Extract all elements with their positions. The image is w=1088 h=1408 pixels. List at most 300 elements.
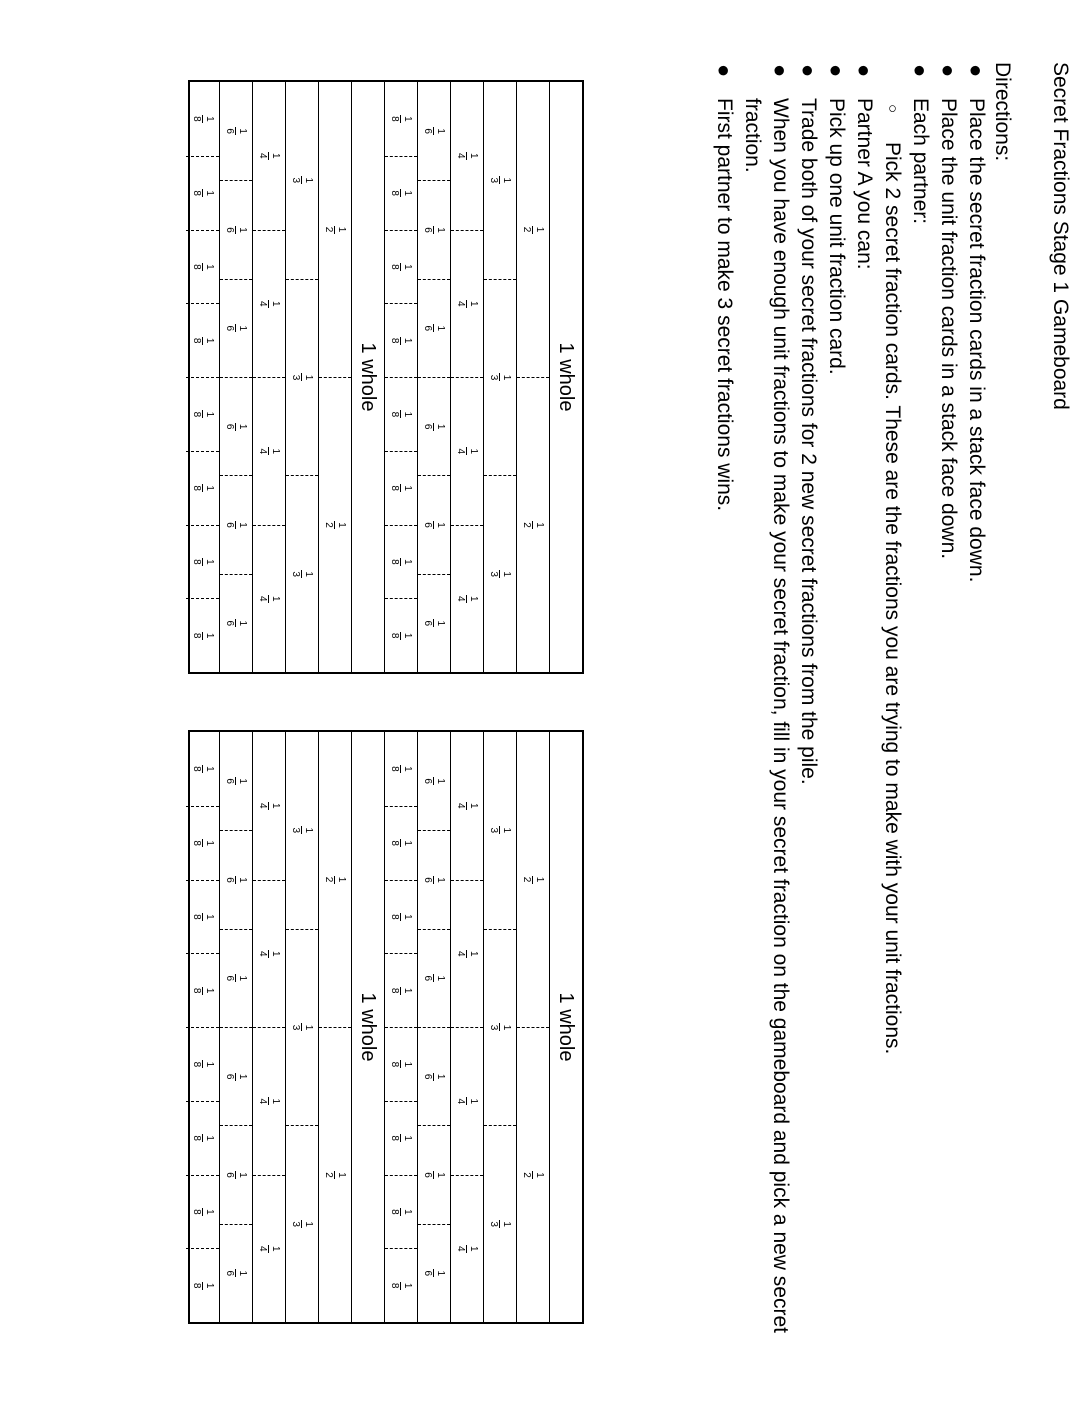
unit-fraction-label [225,1171,248,1179]
fraction-denominator: 6 [422,325,434,332]
fraction-strip-row [483,82,516,672]
unit-fraction-label [291,826,314,834]
fraction-segment [220,1027,252,1125]
unit-fraction-label [489,373,512,381]
unit-fraction-label [390,1282,413,1290]
direction-text: Trade both of your secret fractions for 2 new secret fractions from the pile. [797,98,820,785]
fraction-numerator: 1 [237,877,249,883]
fraction-denominator: 6 [224,1270,236,1277]
fraction-numerator: 1 [270,448,282,455]
unit-fraction-label [489,570,512,578]
fraction-denominator: 6 [422,522,434,528]
unit-fraction-label [191,410,214,418]
fraction-denominator: 8 [191,766,202,772]
unit-fraction-label [191,189,214,197]
whole-segment [550,82,582,672]
unit-fraction-label [456,950,479,958]
fraction-segment [385,156,417,230]
fraction-bar [335,226,336,234]
bullet-icon: ● [712,64,737,78]
bullet-icon: ● [852,64,877,78]
fraction-bar [236,1269,237,1277]
fraction-bar [202,765,203,773]
page-title: Secret Fractions Stage 1 Gameboard [1049,62,1072,410]
unit-fraction-label [390,484,413,492]
unit-fraction-label [191,987,214,995]
fraction-bar [236,127,237,135]
fraction-numerator: 1 [534,226,546,233]
fraction-denominator: 8 [191,914,202,920]
fraction-bar [335,1171,336,1179]
fraction-bar [401,410,402,418]
direction-text: Pick up one unit fraction card. [825,98,848,375]
fraction-strip-row [516,732,549,1322]
fraction-numerator: 1 [435,227,447,233]
fraction-segment [385,806,417,880]
fraction-segment [220,1224,252,1322]
unit-fraction-label [489,826,512,834]
fraction-segment [385,451,417,525]
direction-item [962,62,990,1352]
unit-fraction-label [258,300,281,308]
fraction-numerator: 1 [402,485,414,491]
fraction-numerator: 1 [468,1098,480,1105]
fraction-segment [385,1175,417,1249]
fraction-segment [186,1027,219,1101]
fraction-denominator: 3 [488,827,500,834]
unit-fraction-label [456,1097,479,1105]
gameboard-1 [188,80,584,674]
direction-text: Partner A you can: [853,98,876,270]
fraction-strip-row [384,82,417,672]
fraction-segment [385,377,417,451]
fraction-segment [451,880,483,1028]
bullet-icon: ● [908,64,933,78]
fraction-segment [451,525,483,673]
fraction-numerator: 1 [435,325,447,332]
fraction-segment [385,525,417,599]
unit-fraction-label [522,1171,545,1179]
fraction-numerator: 1 [468,152,480,159]
fraction-denominator: 8 [389,264,401,270]
fraction-numerator: 1 [402,116,414,122]
fraction-numerator: 1 [303,374,315,381]
unit-fraction-label [291,373,314,381]
unit-fraction-label [390,913,413,921]
unit-fraction-label [324,226,347,234]
unit-fraction-label [423,324,446,332]
unit-fraction-label [423,619,446,627]
unit-fraction-label [225,226,248,234]
fraction-bar [401,484,402,492]
fraction-strip-row [186,732,219,1322]
fraction-segment [385,1027,417,1101]
direction-text: When you have enough unit fractions to make your secret fraction, fill in your secret fraction on the gameboard and pick a new secret fraction. [741,98,792,1333]
fraction-bar [434,974,435,982]
fraction-numerator: 1 [237,1073,249,1080]
fraction-bar [269,1097,270,1105]
fraction-numerator: 1 [468,448,480,455]
fraction-denominator: 4 [257,300,269,307]
fraction-denominator: 6 [224,975,236,982]
fraction-segment [253,230,285,378]
fraction-denominator: 3 [290,374,302,381]
unit-fraction-label [456,300,479,308]
fraction-segment [253,82,285,230]
unit-fraction-label [225,521,248,529]
fraction-denominator: 8 [191,1135,202,1141]
fraction-bar [236,324,237,332]
fraction-numerator: 1 [237,522,249,528]
fraction-segment [286,82,318,279]
fraction-numerator: 1 [237,1172,249,1178]
fraction-numerator: 1 [270,300,282,307]
fraction-denominator: 8 [389,337,401,344]
fraction-numerator: 1 [435,778,447,784]
direction-text: Place the secret fraction cards in a stack face down. [965,98,988,583]
fraction-segment [451,377,483,525]
fraction-bar [202,115,203,123]
fraction-segment [418,830,450,928]
unit-fraction-label [191,558,214,566]
fraction-segment [186,1175,219,1249]
fraction-numerator: 1 [204,1282,215,1289]
fraction-segment [220,1125,252,1223]
fraction-bar [434,423,435,431]
fraction-numerator: 1 [402,559,414,565]
fraction-bar [202,263,203,271]
fraction-denominator: 4 [257,802,269,809]
fraction-denominator: 4 [257,595,269,602]
fraction-denominator: 3 [488,1024,500,1031]
fraction-bar [401,337,402,345]
fraction-numerator: 1 [237,325,249,332]
fraction-denominator: 4 [455,950,467,957]
unit-fraction-label [191,1208,214,1216]
fraction-denominator: 2 [323,522,335,528]
fraction-strip-row [285,732,318,1322]
unit-fraction-label [423,423,446,431]
fraction-bar [401,1060,402,1068]
fraction-denominator: 6 [422,1172,434,1178]
fraction-segment [385,880,417,954]
fraction-segment [286,732,318,929]
fraction-segment [253,377,285,525]
fraction-segment [253,1027,285,1175]
fraction-segment [186,880,219,954]
fraction-segment [418,82,450,180]
fraction-bar [269,152,270,160]
fraction-bar [236,974,237,982]
fraction-denominator: 6 [422,227,434,233]
unit-fraction-label [191,263,214,271]
fraction-bar [533,226,534,234]
whole-label: 1 whole [555,342,578,412]
circle-bullet-icon: ○ [884,104,901,114]
fraction-denominator: 3 [488,177,500,184]
fraction-segment [418,1125,450,1223]
fraction-denominator: 6 [224,877,236,883]
fraction-numerator: 1 [204,987,215,994]
unit-fraction-label [258,152,281,160]
fraction-segment [451,1175,483,1323]
fraction-denominator: 8 [191,1209,202,1215]
fraction-segment [517,1027,549,1322]
fraction-segment [186,230,219,304]
direction-item [822,62,850,1352]
fraction-segment [319,377,351,672]
fraction-numerator: 1 [402,190,414,196]
fraction-bar [269,950,270,958]
fraction-bar [401,189,402,197]
fraction-segment [418,732,450,830]
directions-heading: Directions: [991,62,1014,162]
fraction-bar [500,176,501,184]
fraction-segment [385,303,417,377]
fraction-segment [451,82,483,230]
fraction-segment [220,82,252,180]
fraction-denominator: 8 [191,337,202,344]
fraction-denominator: 6 [224,325,236,332]
fraction-bar [467,1097,468,1105]
fraction-strip-row [219,82,252,672]
fraction-bar [434,1073,435,1081]
fraction-strip-row [516,82,549,672]
fraction-denominator: 4 [257,950,269,957]
fraction-bar [236,777,237,785]
unit-fraction-label [225,1073,248,1081]
fraction-denominator: 4 [455,1245,467,1252]
whole-segment [550,732,582,1322]
unit-fraction-label [225,423,248,431]
fraction-segment [220,732,252,830]
fraction-numerator: 1 [237,620,249,627]
fraction-numerator: 1 [435,128,447,134]
fraction-bar [236,876,237,884]
fraction-bar [500,373,501,381]
fraction-numerator: 1 [402,264,414,270]
unit-fraction-label [423,521,446,529]
fraction-numerator: 1 [402,1135,414,1141]
fraction-denominator: 8 [191,1061,202,1068]
fraction-numerator: 1 [237,1270,249,1277]
fraction-bar [500,1023,501,1031]
fraction-bar [269,447,270,455]
fraction-segment [418,929,450,1027]
fraction-bar [533,876,534,884]
unit-fraction-label [456,152,479,160]
fraction-segment [385,1101,417,1175]
direction-text: First partner to make 3 secret fractions wins. [713,98,736,512]
unit-fraction-label [522,226,545,234]
unit-fraction-label [191,484,214,492]
fraction-denominator: 3 [290,571,302,577]
fraction-numerator: 1 [534,876,546,883]
fraction-segment [220,279,252,377]
fraction-numerator: 1 [270,950,282,957]
unit-fraction-label [324,521,347,529]
fraction-numerator: 1 [204,264,215,270]
fraction-bar [500,570,501,578]
fraction-bar [202,1282,203,1290]
unit-fraction-label [522,521,545,529]
fraction-denominator: 2 [323,226,335,233]
unit-fraction-label [191,839,214,847]
fraction-denominator: 8 [389,632,401,639]
unit-fraction-label [191,1282,214,1290]
fraction-bar [434,777,435,785]
fraction-denominator: 3 [488,374,500,381]
fraction-denominator: 8 [389,1061,401,1068]
fraction-segment [220,475,252,573]
fraction-segment [186,377,219,451]
fraction-numerator: 1 [204,1209,215,1215]
unit-fraction-label [258,447,281,455]
fraction-numerator: 1 [270,1245,282,1252]
unit-fraction-label [390,410,413,418]
fraction-denominator: 2 [323,1172,335,1178]
fraction-strip-row [549,82,582,672]
unit-fraction-label [423,1073,446,1081]
fraction-strip-row [450,82,483,672]
fraction-denominator: 4 [257,448,269,455]
fraction-numerator: 1 [468,595,480,602]
fraction-bar [401,115,402,123]
fraction-segment [220,929,252,1027]
fraction-denominator: 8 [389,190,401,196]
unit-fraction-label [423,1171,446,1179]
fraction-bar [500,1220,501,1228]
fraction-numerator: 1 [204,337,215,344]
fraction-segment [451,1027,483,1175]
whole-segment [352,732,384,1322]
fraction-denominator: 4 [257,152,269,159]
fraction-numerator: 1 [402,840,414,846]
unit-fraction-label [456,1245,479,1253]
fraction-bar [202,839,203,847]
fraction-bar [434,521,435,529]
fraction-bar [401,765,402,773]
fraction-denominator: 8 [191,485,202,491]
fraction-numerator: 1 [204,1061,215,1068]
fraction-bar [434,226,435,234]
unit-fraction-label [522,876,545,884]
fraction-bar [302,176,303,184]
unit-fraction-label [191,913,214,921]
fraction-bar [236,226,237,234]
fraction-denominator: 6 [422,877,434,883]
fraction-segment [253,1175,285,1323]
unit-fraction-label [258,595,281,603]
fraction-segment [253,525,285,673]
fraction-denominator: 6 [224,1172,236,1178]
fraction-segment [286,475,318,672]
fraction-bar [401,632,402,640]
fraction-bar [302,373,303,381]
fraction-segment [418,574,450,672]
fraction-denominator: 6 [422,128,434,134]
fraction-numerator: 1 [204,766,215,772]
fraction-denominator: 6 [224,778,236,784]
fraction-bar [236,423,237,431]
fraction-numerator: 1 [501,177,513,184]
unit-fraction-label [324,1171,347,1179]
fraction-numerator: 1 [435,423,447,430]
fraction-numerator: 1 [204,190,215,196]
fraction-denominator: 8 [389,116,401,122]
bullet-icon: ● [964,64,989,78]
fraction-strip-row [483,732,516,1322]
fraction-bar [434,127,435,135]
fraction-denominator: 6 [422,1270,434,1277]
fraction-denominator: 8 [389,914,401,920]
fraction-bar [467,1245,468,1253]
fraction-numerator: 1 [237,975,249,982]
unit-fraction-label [423,777,446,785]
fraction-segment [484,279,516,476]
fraction-denominator: 8 [389,987,401,994]
fraction-segment [186,598,219,672]
unit-fraction-label [191,1060,214,1068]
fraction-numerator: 1 [204,485,215,491]
whole-label: 1 whole [357,992,380,1062]
fraction-numerator: 1 [204,1135,215,1141]
fraction-numerator: 1 [270,595,282,602]
fraction-numerator: 1 [402,914,414,920]
fraction-denominator: 3 [290,1024,302,1031]
fraction-strip-row [417,82,450,672]
fraction-denominator: 6 [224,522,236,528]
fraction-bar [202,632,203,640]
unit-fraction-label [423,1269,446,1277]
fraction-strip-row [450,732,483,1322]
fraction-bar [269,1245,270,1253]
fraction-numerator: 1 [402,1061,414,1068]
fraction-segment [186,303,219,377]
fraction-segment [186,953,219,1027]
fraction-bar [401,1208,402,1216]
bullet-icon: ● [768,64,793,78]
fraction-numerator: 1 [237,227,249,233]
fraction-numerator: 1 [303,571,315,577]
fraction-segment [385,82,417,156]
fraction-numerator: 1 [204,632,215,639]
unit-fraction-label [225,127,248,135]
unit-fraction-label [456,447,479,455]
fraction-numerator: 1 [501,1024,513,1031]
unit-fraction-label [390,987,413,995]
unit-fraction-label [291,1220,314,1228]
unit-fraction-label [191,115,214,123]
fraction-denominator: 8 [389,840,401,846]
fraction-segment [517,82,549,377]
fraction-numerator: 1 [435,522,447,528]
fraction-segment [484,1125,516,1322]
fraction-numerator: 1 [303,1221,315,1227]
fraction-segment [220,377,252,475]
fraction-denominator: 3 [290,177,302,184]
unit-fraction-label [390,839,413,847]
direction-text: Pick 2 secret fraction cards. These are the fractions you are trying to make with your unit fractions. [881,142,904,1055]
fraction-bar [467,802,468,810]
bullet-icon: ● [936,64,961,78]
fraction-segment [319,82,351,377]
fraction-denominator: 2 [521,876,533,883]
fraction-numerator: 1 [468,802,480,809]
fraction-numerator: 1 [435,975,447,982]
fraction-numerator: 1 [468,1245,480,1252]
fraction-denominator: 4 [455,802,467,809]
